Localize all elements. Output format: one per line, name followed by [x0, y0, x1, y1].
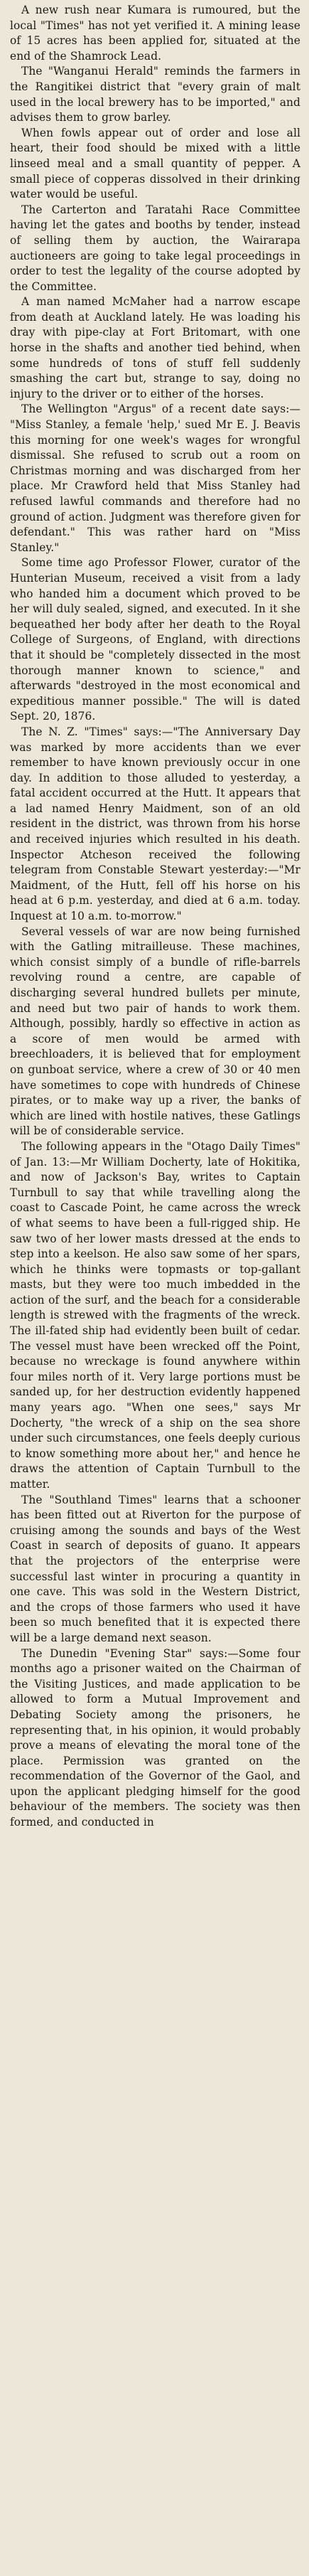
news-paragraph: The "Southland Times" learns that a schooner has been fitted out at Riverton for the purpose of cruising among the sounds and bays of the West Coast in search of deposits of guano. It appears that the projectors of the enterprise were successful last winter in procuring a quantity in one cave. This was sold in the Western District, and the crops of those farmers who used it have been so much benefited that it is expected there will be a large demand next season.: [10, 1493, 300, 1644]
news-paragraph: The following appears in the "Otago Daily Times" of Jan. 13:—Mr William Docherty, late of Hokitika, and now of Jackson's Bay, writes to Captain Turnbull to say that while travelling along the coast to Cascade Point, he came across the wreck of what seems to have been a full-rigged ship. He saw two of her lower masts dressed at the ends to step into a keelson. He also saw some of her spars, which he thinks were topmasts or top-gallant masts, but they were too much imbedded in the action of the surf, and the beach for a considerable length is strewed with the fragments of the wreck. The ill-fated ship had evidently been built of cedar. The vessel must have been wrecked off the Point, because no wreckage is found anywhere within four miles north of it. Very large portions must be sanded up, for her destruction evidently happened many years ago. "When one sees," says Mr Docherty, "the wreck of a ship on the sea shore under such circumstances, one feels deeply curious to know something more about her," and hence he draws the attention of Captain Turnbull to the matter.: [10, 1139, 300, 1491]
news-paragraph: When fowls appear out of order and lose all heart, their food should be mixed with a little linseed meal and a small quantity of pepper. A small piece of copperas dissolved in their drinking water would be useful.: [10, 126, 300, 201]
news-paragraph: The Carterton and Taratahi Race Committee having let the gates and booths by tender, instead of selling them by auction, the Wairarapa auctioneers are going to take legal proceedings in order to test the legality of the course adopted by the Committee.: [10, 203, 300, 293]
news-paragraph: The Wellington "Argus" of a recent date says:— "Miss Stanley, a female 'help,' sued Mr E. J. Beavis this morning for one week's wages for wrongful dismissal. She refused to scrub out a room on Christmas morning and was discharged from her place. Mr Crawford held that Miss Stanley had refused lawful commands and therefore had no ground of action. Judgment was therefore given for defendant." This was rather hard on "Miss Stanley.": [10, 403, 300, 554]
news-paragraph: A man named McMaher had a narrow escape from death at Auckland lately. He was loading his dray with pipe-clay at Fort Britomart, with one horse in the shafts and another tied behind, when some hundreds of tons of stuff fell suddenly smashing the cart but, strange to say, doing no injury to the driver or to either of the horses.: [10, 295, 300, 400]
news-paragraph: Several vessels of war are now being furnished with the Gatling mitrailleuse. These machines, which consist simply of a bundle of rifle-barrels revolving round a centre, are capable of discharging several hundred bullets per minute, and need but two pair of hands to work them. Although, possibly, hardly so effective in action as a score of men would be armed with breechloaders, it is believed that for employment on gunboat service, where a crew of 30 or 40 men have sometimes to cope with hundreds of Chinese pirates, or to make way up a river, the banks of which are lined with hostile natives, these Gatlings will be of considerable service.: [10, 925, 300, 1138]
news-paragraph: The Dunedin "Evening Star" says:—Some four months ago a prisoner waited on the Chairman of the Visiting Justices, and made application to be allowed to form a Mutual Improvement and Debating Society among the prisoners, he representing that, in his opinion, it would probably prove a means of elevating the moral tone of the place. Permission was granted on the recommendation of the Governor of the Gaol, and upon the applicant pledging himself for the good behaviour of the members. The society was then formed, and conducted in: [10, 1646, 300, 1829]
news-paragraph: A new rush near Kumara is rumoured, but the local "Times" has not yet verified it. A mining lease of 15 acres has been applied for, situated at the end of the Shamrock Lead.: [10, 4, 300, 63]
news-paragraph: The N. Z. "Times" says:—"The Anniversary Day was marked by more accidents than we ever remember to have known previously occur in one day. In addition to those alluded to yesterday, a fatal accident occurred at the Hutt. It appears that a lad named Henry Maidment, son of an old resident in the district, was thrown from his horse and received injuries which resulted in his death. Inspector Atcheson received the following telegram from Constable Stewart yesterday:—"Mr Maidment, of the Hutt, fell off his horse on his head at 6 p.m. yesterday, and died at 6 a.m. today. Inquest at 10 a.m. to-morrow.": [10, 725, 300, 923]
news-paragraph: Some time ago Professor Flower, curator of the Hunterian Museum, received a visit from a lady who handed him a document which proved to be her will duly sealed, signed, and executed. In it she bequeathed her body after her death to the Royal College of Surgeons, of England, with directions that it should be "completely dissected in the most thorough manner known to science," and afterwards "destroyed in the most economical and expeditious manner possible." The will is dated Sept. 20, 1876.: [10, 556, 300, 723]
news-paragraph: The "Wanganui Herald" reminds the farmers in the Rangitikei district that "every grain of malt used in the local brewery has to be imported," and advises them to grow barley.: [10, 65, 300, 124]
